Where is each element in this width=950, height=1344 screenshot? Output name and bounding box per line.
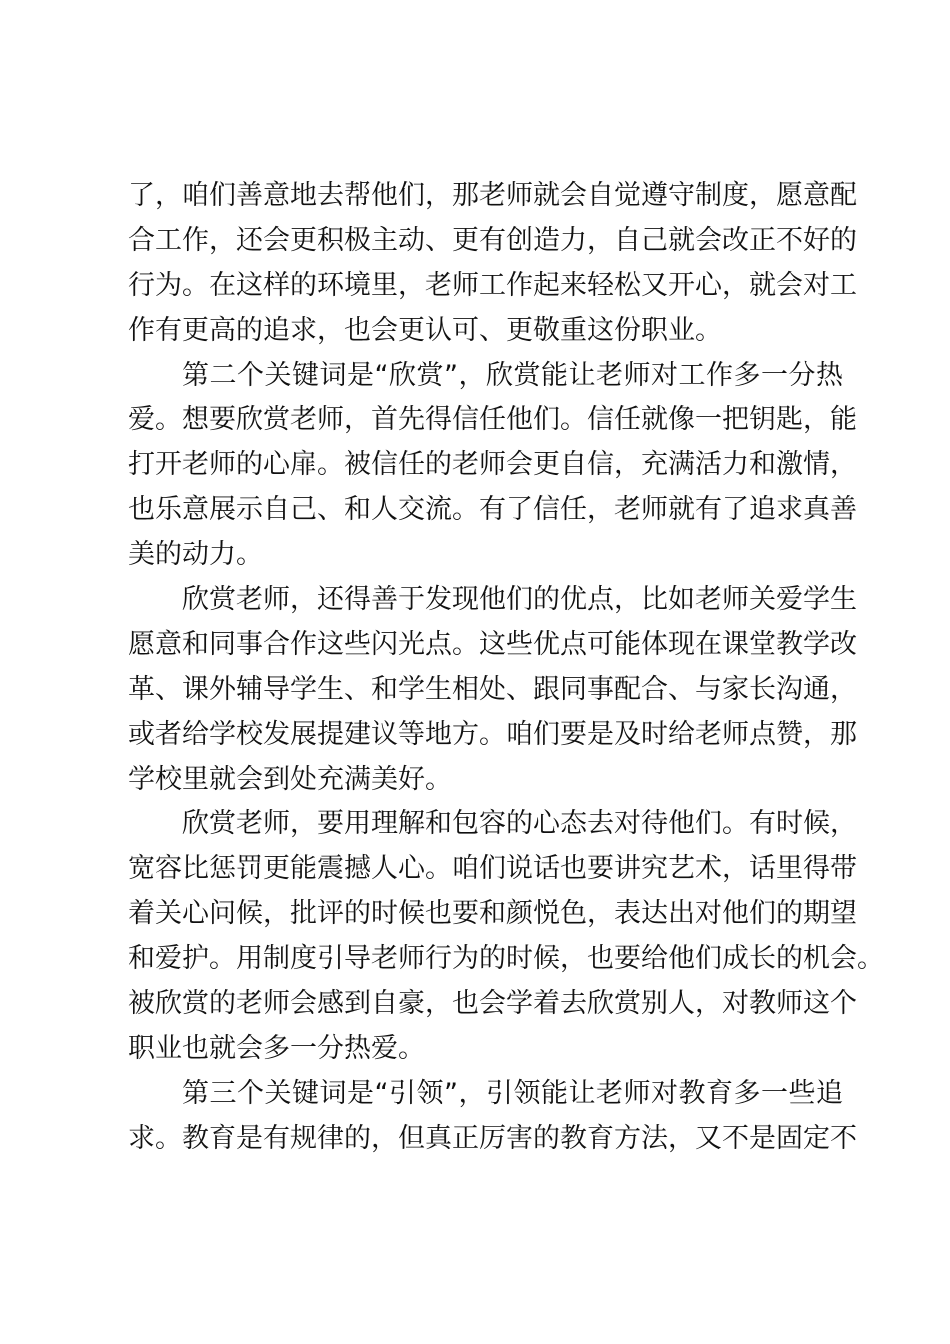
text-line: 也乐意展示自己、和人交流。有了信任，老师就有了追求真善 [128, 494, 857, 526]
text-line: 欣赏老师，还得善于发现他们的优点，比如老师关爱学生 [182, 584, 857, 616]
text-line: 爱。想要欣赏老师，首先得信任他们。信任就像一把钥匙，能 [128, 404, 857, 436]
text-line: 第二个关键词是“欣赏”，欣赏能让老师对工作多一分热 [182, 359, 843, 391]
text-line: 革、课外辅导学生、和学生相处、跟同事配合、与家长沟通， [128, 673, 857, 705]
text-line: 愿意和同事合作这些闪光点。这些优点可能体现在课堂教学改 [128, 628, 857, 660]
text-line: 合工作，还会更积极主动、更有创造力，自己就会改正不好的 [128, 224, 857, 256]
text-line: 或者给学校发展提建议等地方。咱们要是及时给老师点赞，那 [128, 718, 857, 750]
text-line: 求。教育是有规律的，但真正厉害的教育方法，又不是固定不 [128, 1122, 857, 1154]
text-line: 学校里就会到处充满美好。 [128, 763, 452, 795]
text-line: 欣赏老师，要用理解和包容的心态去对待他们。有时候， [182, 808, 857, 840]
text-line: 第三个关键词是“引领”，引领能让老师对教育多一些追 [182, 1077, 843, 1109]
text-line: 被欣赏的老师会感到自豪，也会学着去欣赏别人，对教师这个 [128, 988, 857, 1020]
text-line: 和爱护。用制度引导老师行为的时候，也要给他们成长的机会。 [128, 943, 884, 975]
document-body [128, 174, 884, 1162]
text-line: 作有更高的追求，也会更认可、更敬重这份职业。 [128, 314, 722, 346]
text-line: 宽容比惩罚更能震撼人心。咱们说话也要讲究艺术，话里得带 [128, 853, 857, 885]
text-line: 职业也就会多一分热爱。 [128, 1032, 425, 1064]
text-line: 打开老师的心扉。被信任的老师会更自信，充满活力和激情， [128, 449, 857, 481]
text-line: 着关心问候，批评的时候也要和颜悦色，表达出对他们的期望 [128, 898, 857, 930]
text-line: 美的动力。 [128, 539, 263, 571]
text-line: 了，咱们善意地去帮他们，那老师就会自觉遵守制度，愿意配 [128, 180, 857, 211]
text-line: 行为。在这样的环境里，老师工作起来轻松又开心，就会对工 [128, 269, 857, 301]
